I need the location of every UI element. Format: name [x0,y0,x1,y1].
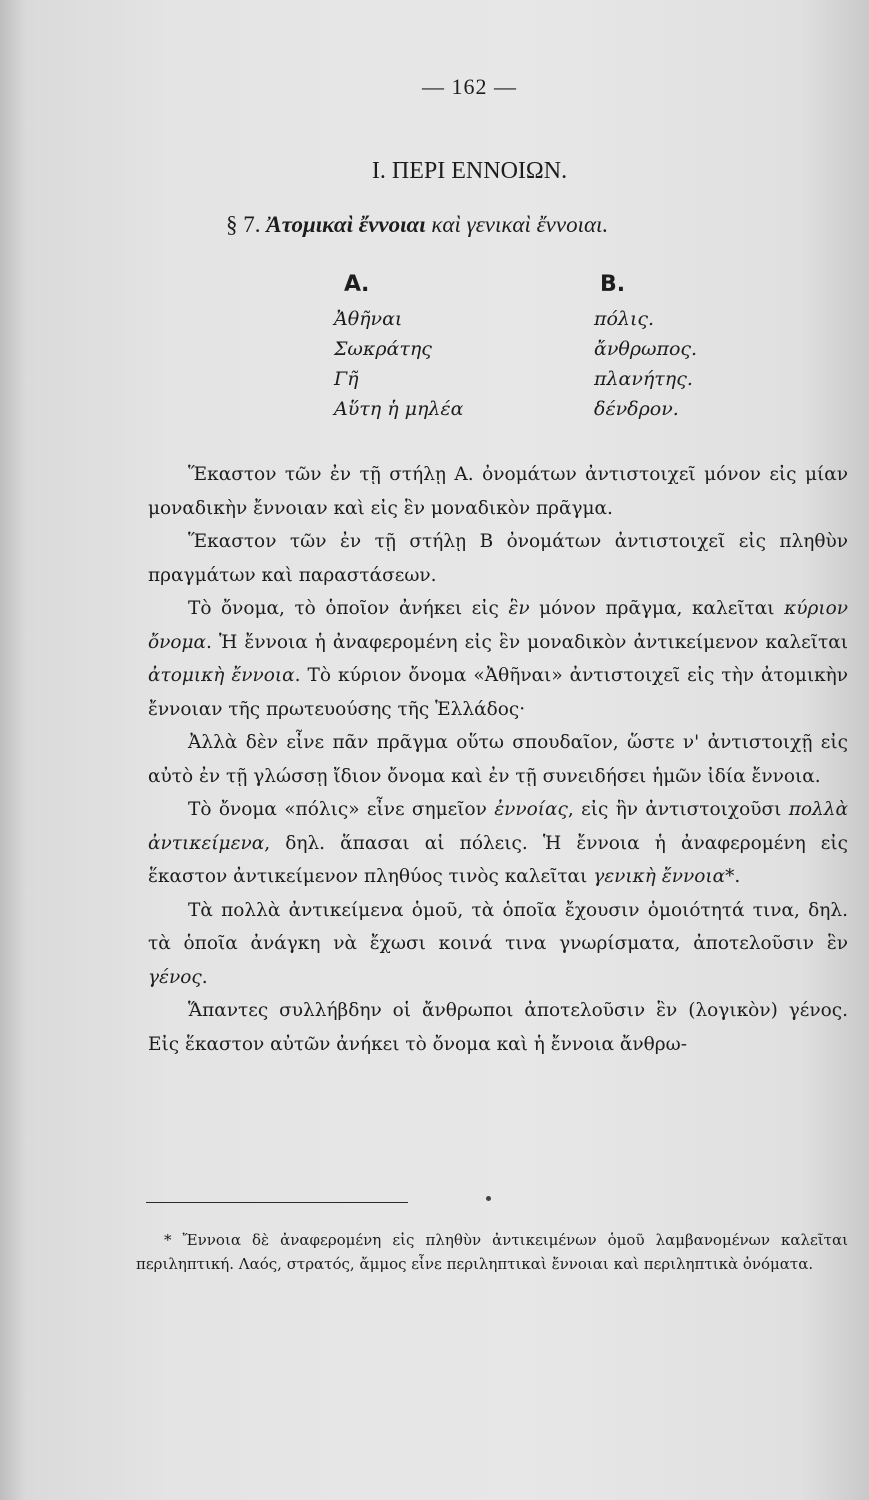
column-a-item: Αὕτη ἡ μηλέα [334,398,464,420]
column-b-item: πόλις. [594,308,655,330]
term-genus: γένος [148,966,202,988]
term-general-concept: γενικὴ ἔννοια [593,866,726,887]
section-heading [226,212,608,238]
term-proper-name: κύριον ὄνομα [148,598,848,653]
column-b-item: δένδρον. [594,398,679,420]
text-run: . Ἡ ἔννοια ἡ ἀναφερομένη εἰς ἓν μοναδικὸν ἀντικείμενον καλεῖται [206,631,848,653]
section-heading-rest: καὶ γενικαὶ ἔννοιαι. [425,212,609,237]
text-run: Τὸ ὄνομα «πόλις» εἶνε σημεῖον [188,799,495,820]
text-run-italic: ἓν [508,598,530,619]
text-run-italic: ἐννοίας [494,799,568,820]
text-run: , εἰς ἣν ἀντιστοιχοῦσι [567,799,789,820]
text-run: Τὰ πολλὰ ἀντικείμενα ὁμοῦ, τὰ ὁποῖα ἔχουσιν ὁμοιότητά τινα, δηλ. τὰ ὁποῖα ἀνάγκη νὰ ἔχωσι κοινά τινα γνωρίσματα, ἀποτελοῦσιν ἓν [148,899,848,954]
term-individual-concept: ἀτομικὴ ἔννοια [148,665,295,686]
column-b-item: πλανήτης. [594,368,693,390]
footnote-marker: *. [725,866,741,887]
text-run: μόνον πρᾶγμα, καλεῖται [529,598,785,619]
body-text [148,458,848,1061]
paragraph: Ἀλλὰ δὲν εἶνε πᾶν πρᾶγμα οὕτω σπουδαῖον, ὥστε ν' ἀντιστοιχῇ εἰς αὐτὸ ἐν τῇ γλώσσῃ ἴδιον ὄνομα καὶ ἐν τῇ συνειδήσει ἡμῶν ἰδία ἔννοια. [148,732,848,787]
paragraph [148,793,848,894]
column-a-item: Σωκράτης [334,338,432,360]
column-b-item: ἄνθρωπος. [594,338,698,360]
footnote: * Ἔννοια δὲ ἀναφερομένη εἰς πληθὺν ἀντικειμένων ὁμοῦ λαμβανομένων καλεῖται περιληπτική. Λαός, στρατός, ἄμμος εἶνε περιληπτικαὶ ἔννοιαι καὶ περιληπτικὰ ὀνόματα. [136,1231,848,1273]
footnote-divider [146,1202,408,1203]
paragraph: Ἕκαστον τῶν ἐν τῇ στήλῃ Β ὀνομάτων ἀντιστοιχεῖ εἰς πληθὺν πραγμάτων καὶ παραστάσεων. [148,531,848,586]
column-a-item: Γῆ [334,368,359,390]
chapter-title: Ι. ΠΕΡΙ ΕΝΝΟΙΩΝ. [371,158,568,184]
column-a-head: Α. [344,272,370,297]
page-number: — 162 — [422,74,517,99]
column-b [594,270,697,424]
section-heading-bold: Ἀτομικαὶ ἔννοιαι [266,212,426,237]
paragraph [148,894,848,995]
paragraph: Ἅπαντες συλλήβδην οἱ ἄνθρωποι ἀποτελοῦσιν ἓν (λογικὸν) γένος. Εἰς ἕκαστον αὐτῶν ἀνήκει τὸ ὄνομα καὶ ἡ ἔννοια ἄνθρω- [148,1000,848,1055]
text-run: , δηλ. ἅπασαι αἱ πόλεις. Ἡ ἔννοια ἡ ἀναφερομένη εἰς ἕκαστον ἀντικείμενον πληθύος τινὸς καλεῖται [148,832,848,887]
column-a [334,270,463,424]
paragraph [148,592,848,726]
text-run-italic: πολλὰ ἀντικείμενα [148,799,848,854]
paragraph: Ἕκαστον τῶν ἐν τῇ στήλῃ Α. ὀνομάτων ἀντιστοιχεῖ μόνον εἰς μίαν μοναδικὴν ἔννοιαν καὶ εἰς ἓν μοναδικὸν πρᾶγμα. [148,464,848,519]
column-b-head: Β. [600,272,626,297]
text-run: Τὸ ὄνομα, τὸ ὁποῖον ἀνήκει εἰς [188,598,509,619]
text-run: . [201,966,208,988]
text-run: . Τὸ κύριον ὄνομα «Ἀθῆναι» ἀντιστοιχεῖ εἰς τὴν ἀτομικὴν ἔννοιαν τῆς πρωτευούσης τῆς Ἑλλάδος· [148,665,848,720]
section-mark: § 7. [226,212,267,237]
column-a-item: Ἀθῆναι [334,308,403,330]
ink-speck [486,1196,491,1201]
